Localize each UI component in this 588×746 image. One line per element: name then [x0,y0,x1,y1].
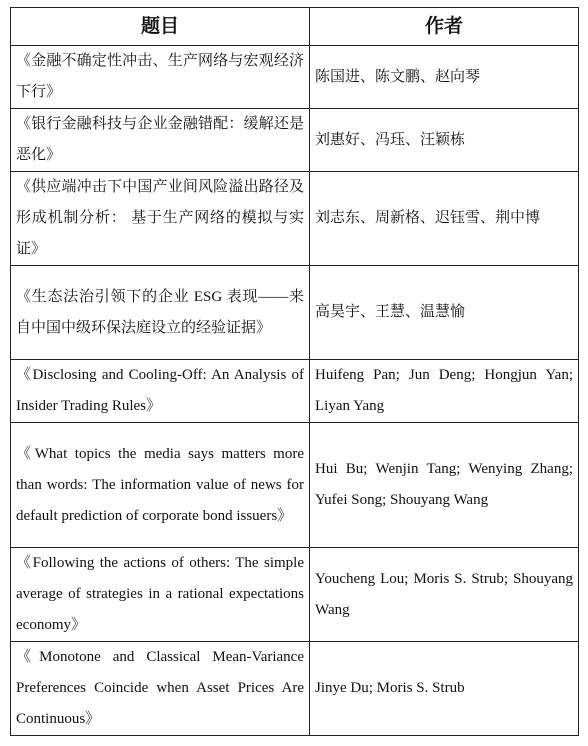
table-row [11,642,579,736]
paper-title: 《What topics the media says matters more than words: The information value of news for default prediction of corporate bond issuers》 [11,423,310,548]
paper-authors: 刘志东、周新格、迟钰雪、荆中博 [310,172,579,266]
publications-table [10,7,579,736]
paper-authors: 陈国进、陈文鹏、赵向琴 [310,46,579,109]
paper-title: 《Following the actions of others: The simple average of strategies in a rational expectations economy》 [11,548,310,642]
paper-title: 《银行金融科技与企业金融错配：缓解还是恶化》 [11,109,310,172]
table-row [11,172,579,266]
table-row [11,548,579,642]
paper-authors: 刘惠好、冯珏、汪颖栋 [310,109,579,172]
paper-title: 《Monotone and Classical Mean-Variance Preferences Coincide when Asset Prices Are Continuous》 [11,642,310,736]
table-row [11,360,579,423]
paper-authors: Hui Bu; Wenjin Tang; Wenying Zhang; Yufei Song; Shouyang Wang [310,423,579,548]
table-row [11,423,579,548]
paper-title: 《金融不确定性冲击、生产网络与宏观经济下行》 [11,46,310,109]
header-row [11,8,579,46]
paper-authors: 高昊宇、王慧、温慧愉 [310,266,579,360]
header-authors: 作者 [310,8,579,46]
paper-title: 《Disclosing and Cooling-Off: An Analysis of Insider Trading Rules》 [11,360,310,423]
paper-title: 《生态法治引领下的企业 ESG 表现——来自中国中级环保法庭设立的经验证据》 [11,266,310,360]
paper-authors: Jinye Du; Moris S. Strub [310,642,579,736]
paper-authors: Youcheng Lou; Moris S. Strub; Shouyang Wang [310,548,579,642]
paper-title: 《供应端冲击下中国产业间风险溢出路径及形成机制分析： 基于生产网络的模拟与实证》 [11,172,310,266]
table-row [11,109,579,172]
table-row [11,266,579,360]
paper-authors: Huifeng Pan; Jun Deng; Hongjun Yan; Liyan Yang [310,360,579,423]
header-title: 题目 [11,8,310,46]
table-row [11,46,579,109]
